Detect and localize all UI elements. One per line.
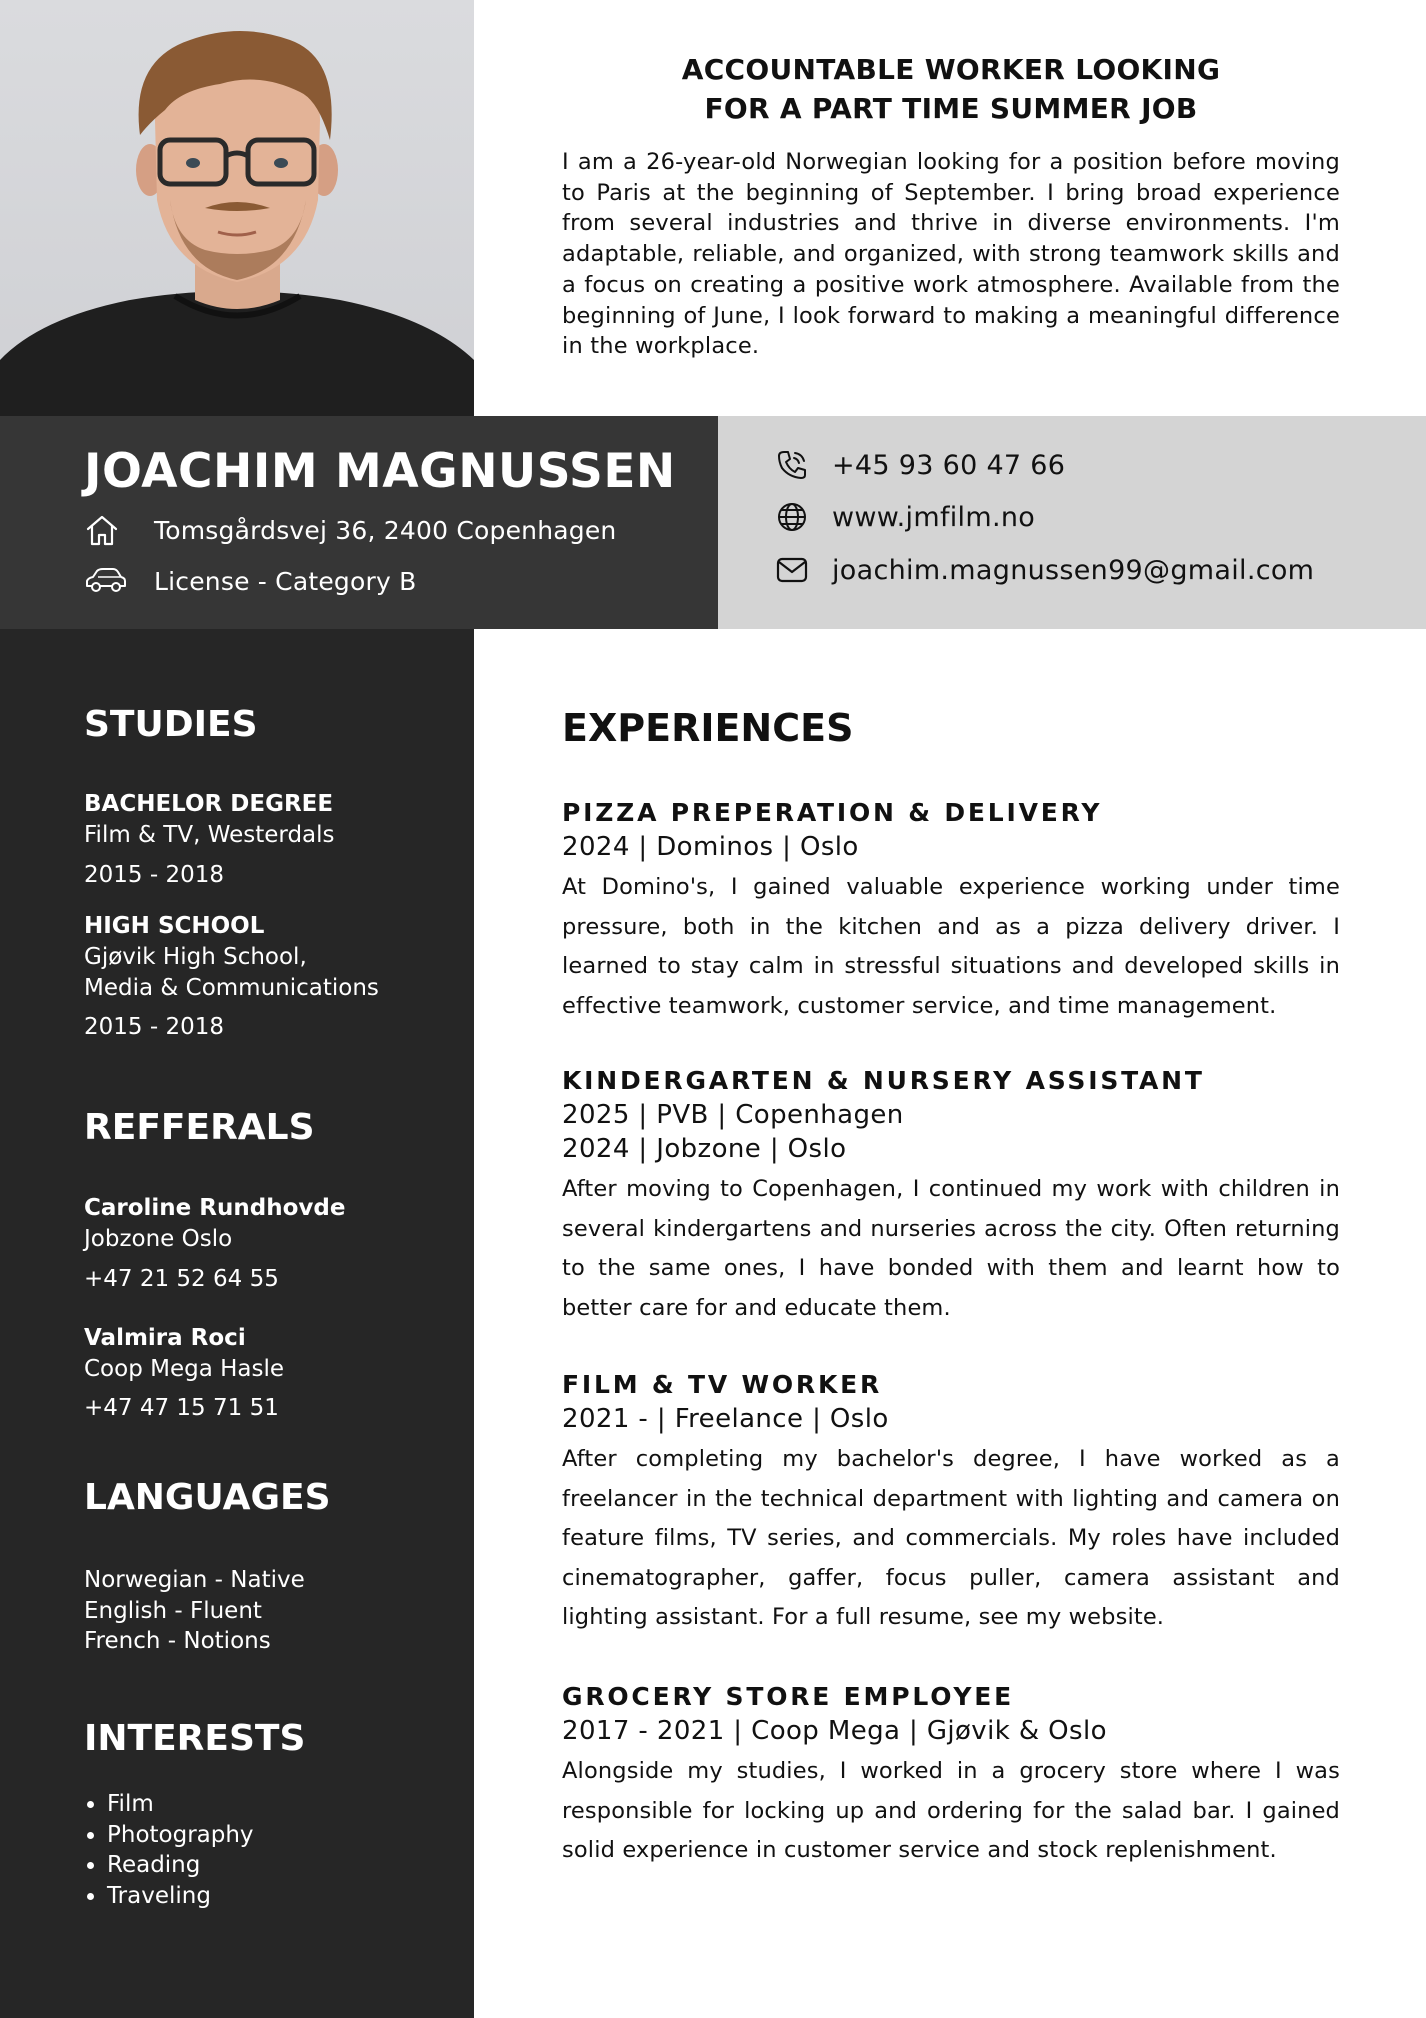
study-program: Media & Communications [84,975,379,1001]
experience-item [562,1368,1340,1638]
job-description: At Domino's, I gained valuable experience working under time pressure, both in the kitchen and as a pizza delivery driver. I learned to stay calm in stressful situations and developed skills in effective teamwork, customer service, and time management. [562,874,1340,1019]
summary-title-line2: FOR A PART TIME SUMMER JOB [704,92,1198,125]
phone-icon [772,445,812,485]
experiences-heading: EXPERIENCES [562,706,854,750]
study-school: Gjøvik High School, [84,944,307,970]
phone-text: +45 93 60 47 66 [832,449,1066,481]
address-text: Tomsgårdsvej 36, 2400 Copenhagen [154,515,617,545]
interest-item: • Film [107,1789,254,1820]
job-title: KINDERGARTEN & NURSERY ASSISTANT [562,1066,1205,1095]
job-meta: 2025 | PVB | Copenhagen [562,1100,904,1130]
referrals-heading: REFFERALS [84,1107,315,1148]
website-text: www.jmfilm.no [832,501,1036,533]
referral-phone: +47 47 15 71 51 [84,1395,279,1421]
study-school: Film & TV, Westerdals [84,822,335,848]
job-title: GROCERY STORE EMPLOYEE [562,1682,1015,1711]
interests-list [84,1789,254,1911]
license-text: License - Category B [154,566,417,596]
language-item: English - Fluent [84,1598,262,1624]
interest-item: • Reading [107,1850,254,1881]
portrait-illustration [0,0,474,416]
job-description: Alongside my studies, I worked in a grocery store where I was responsible for locking up and ordering for the salad bar. I gained solid experience in customer service and stock replenishment. [562,1758,1340,1864]
contact-band [718,416,1426,629]
referral-name: Caroline Rundhovde [84,1195,346,1221]
study-degree: BACHELOR DEGREE [84,791,334,817]
language-item: French - Notions [84,1628,271,1654]
languages-heading: LANGUAGES [84,1477,331,1518]
referral-org: Coop Mega Hasle [84,1356,285,1382]
interest-item: • Traveling [107,1881,254,1912]
experience-item [562,1680,1340,1871]
job-meta: 2024 | Jobzone | Oslo [562,1134,847,1164]
envelope-icon [772,550,812,590]
car-icon [84,561,128,601]
studies-heading: STUDIES [84,704,258,745]
summary-title [562,50,1340,128]
phone-row [772,445,1065,485]
home-icon [84,510,128,550]
job-description: After completing my bachelor's degree, I have worked as a freelancer in the technical department with lighting and camera on feature films, TV series, and commercials. My roles have included cinematographer, gaffer, focus puller, camera assistant and lighting assistant. For a full resume, see my website. [562,1446,1340,1631]
job-title: FILM & TV WORKER [562,1370,883,1399]
job-title: PIZZA PREPERATION & DELIVERY [562,798,1103,827]
candidate-name: JOACHIM MAGNUSSEN [84,444,676,499]
profile-photo [0,0,474,416]
email-text: joachim.magnussen99@gmail.com [832,554,1315,586]
referral-org: Jobzone Oslo [84,1226,233,1252]
job-description: After moving to Copenhagen, I continued my work with children in several kindergartens and nurseries across the city. Often returning to the same ones, I have bonded with them and learnt how to better care for and educate them. [562,1176,1340,1321]
website-row [772,497,1035,537]
job-meta: 2024 | Dominos | Oslo [562,832,859,862]
referral-name: Valmira Roci [84,1325,246,1351]
globe-icon [772,497,812,537]
referral-phone: +47 21 52 64 55 [84,1266,279,1292]
experience-item [562,1064,1340,1328]
job-meta: 2021 - | Freelance | Oslo [562,1404,889,1434]
study-years: 2015 - 2018 [84,1014,224,1040]
job-meta: 2017 - 2021 | Coop Mega | Gjøvik & Oslo [562,1716,1107,1746]
summary-text: I am a 26-year-old Norwegian looking for a position before moving to Paris at the beginning of September. I bring broad experience from several industries and thrive in diverse environments. I'm adaptable, reliable, and organized, with strong teamwork skills and a focus on creating a positive work atmosphere. Available from the beginning of June, I look forward to making a meaningful difference in the workplace. [562,149,1340,360]
summary-section [562,50,1340,362]
study-years: 2015 - 2018 [84,862,224,888]
interests-heading: INTERESTS [84,1718,306,1759]
address-row [84,510,616,550]
summary-title-line1: ACCOUNTABLE WORKER LOOKING [681,53,1221,86]
sidebar [0,629,474,2018]
study-degree: HIGH SCHOOL [84,913,265,939]
experience-item [562,796,1340,1026]
language-item: Norwegian - Native [84,1567,305,1593]
interest-item: • Photography [107,1820,254,1851]
email-row [772,550,1314,590]
license-row [84,561,416,601]
name-band [0,416,718,629]
